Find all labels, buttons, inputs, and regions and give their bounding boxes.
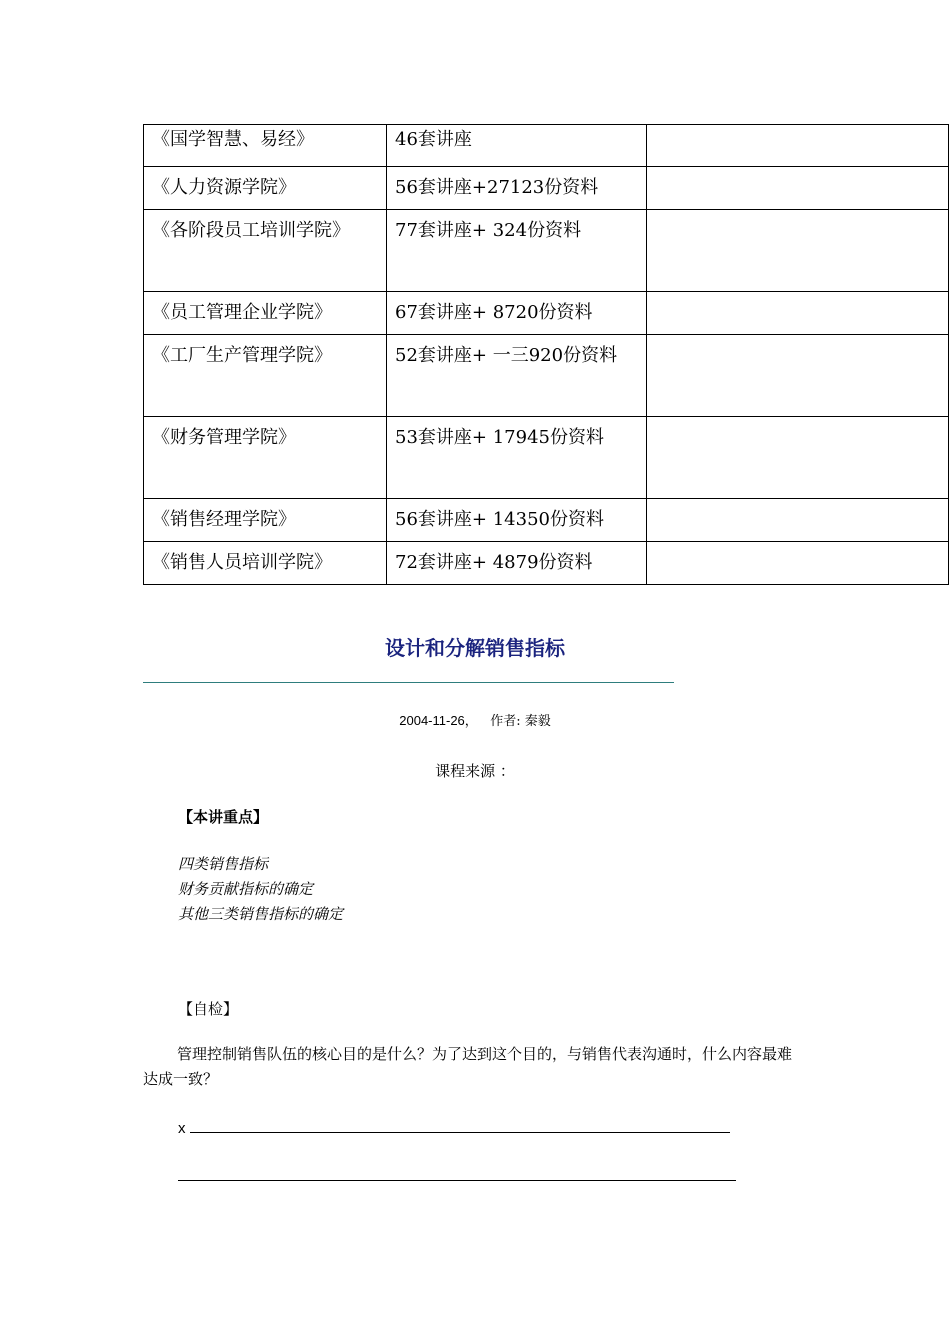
course-content: 67套讲座+ 8720份资料 (387, 292, 647, 335)
course-name: 《销售经理学院》 (144, 499, 387, 542)
article-meta (0, 710, 950, 729)
table-row (144, 210, 949, 292)
course-name: 《财务管理学院》 (144, 417, 387, 499)
course-name: 《国学智慧、易经》 (144, 125, 387, 167)
answer-line-1 (178, 1118, 730, 1137)
course-name: 《员工管理企业学院》 (144, 292, 387, 335)
course-source: 课程来源 ： (435, 762, 515, 780)
course-name: 《人力资源学院》 (144, 167, 387, 210)
answer-prefix: x (178, 1120, 186, 1137)
course-content: 77套讲座+ 324份资料 (387, 210, 647, 292)
course-content: 52套讲座+ 一三920份资料 (387, 335, 647, 417)
answer-blank[interactable] (190, 1118, 730, 1133)
article-date: 2004-11-26 (399, 713, 465, 728)
course-note (647, 125, 949, 167)
course-note (647, 292, 949, 335)
course-name: 《销售人员培训学院》 (144, 542, 387, 585)
catalog-table (143, 124, 949, 585)
answer-line-2 (178, 1166, 736, 1185)
course-name: 《各阶段员工培训学院》 (144, 210, 387, 292)
title-divider (143, 682, 674, 683)
course-content: 46套讲座 (387, 125, 647, 167)
course-content: 56套讲座+27123份资料 (387, 167, 647, 210)
table-row (144, 292, 949, 335)
table-row (144, 417, 949, 499)
table-row (144, 125, 949, 167)
course-note (647, 210, 949, 292)
table-row (144, 167, 949, 210)
course-content: 53套讲座+ 17945份资料 (387, 417, 647, 499)
table-row (144, 335, 949, 417)
list-item: 其他三类销售指标的确定 (178, 905, 344, 923)
date-separator: ， (464, 714, 478, 729)
course-content: 56套讲座+ 14350份资料 (387, 499, 647, 542)
course-note (647, 542, 949, 585)
article-title: 设计和分解销售指标 (385, 636, 565, 660)
course-note (647, 335, 949, 417)
list-item: 财务贡献指标的确定 (178, 880, 314, 898)
selfcheck-heading: 【自检】 (178, 1000, 239, 1018)
keypoints-heading: 【本讲重点】 (178, 808, 269, 826)
answer-blank[interactable] (178, 1166, 736, 1181)
course-name: 《工厂生产管理学院》 (144, 335, 387, 417)
list-item: 四类销售指标 (178, 855, 269, 873)
course-note (647, 417, 949, 499)
selfcheck-question: 管理控制销售队伍的核心目的是什么？为了达到这个目的，与销售代表沟通时，什么内容最难达成一致？ (143, 1045, 793, 1088)
course-note (647, 499, 949, 542)
course-note (647, 167, 949, 210)
keypoints-list (178, 852, 343, 927)
table-row (144, 499, 949, 542)
article-author: 作者: 秦毅 (490, 714, 551, 729)
course-content: 72套讲座+ 4879份资料 (387, 542, 647, 585)
table-row (144, 542, 949, 585)
